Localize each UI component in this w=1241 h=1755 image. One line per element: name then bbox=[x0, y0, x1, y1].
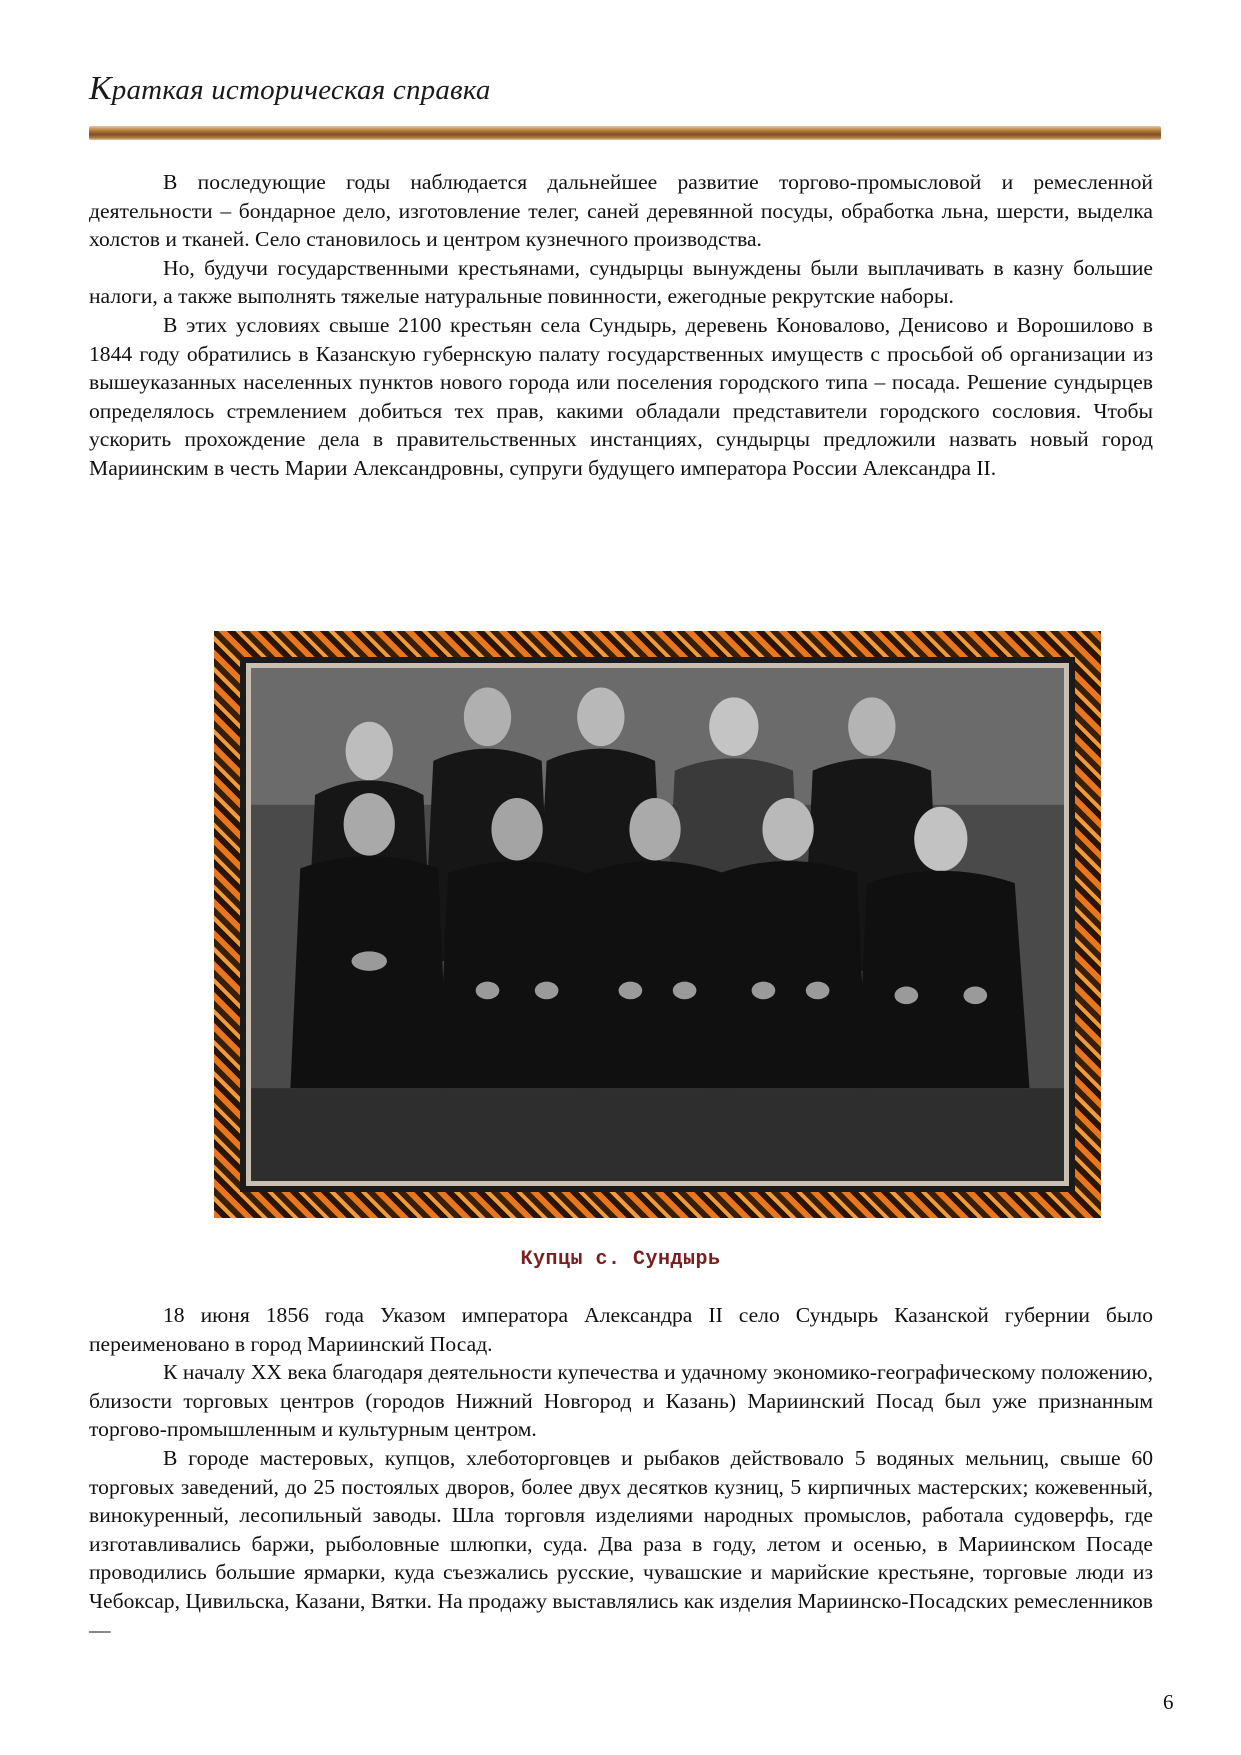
group-portrait-illustration bbox=[251, 668, 1064, 1181]
paragraph: В последующие годы наблюдается дальнейшее развитие торгово-промысловой и ремесленной деятельности – бондарное дело, изготовление телег, саней деревянной посуды, обработка льна, шерсти, выделка холстов и тканей. Село становилось и центром кузнечного производства. bbox=[89, 170, 1153, 252]
paragraph: К началу XX века благодаря деятельности купечества и удачному экономико-географическому положению, близости торговых центров (городов Нижний Новгород и Казань) Мариинский Посад был уже признанным торгово-промышленным и культурным центром. bbox=[89, 1360, 1153, 1442]
header-divider bbox=[89, 126, 1161, 140]
header-title-rest: раткая историческая справка bbox=[111, 74, 491, 106]
header-title-initial: К bbox=[89, 70, 112, 107]
text-block-top bbox=[89, 168, 1153, 483]
paragraph: 18 июня 1856 года Указом императора Александра II село Сундырь Казанской губернии было переименовано в город Мариинский Посад. bbox=[89, 1303, 1153, 1356]
paragraph: В этих условиях свыше 2100 крестьян села Сундырь, деревень Коновалово, Денисово и Ворошилово в 1844 году обратились в Казанскую губернскую палату государственных имуществ с просьбой об организации из вышеуказанных населенных пунктов нового города или поселения городского типа – посада. Решение сундырцев определялось стремлением добиться тех прав, какими обладали представители городского сословия. Чтобы ускорить прохождение дела в правительственных инстанциях, сундырцы предложили назвать новый город Мариинским в честь Марии Александровны, супруги будущего императора России Александра II. bbox=[89, 312, 1153, 480]
page-number: 6 bbox=[1163, 1690, 1174, 1714]
historical-group-photo bbox=[246, 663, 1069, 1186]
paragraph: Но, будучи государственными крестьянами, сундырцы вынуждены были выплачивать в казну большие налоги, а также выполнять тяжелые натуральные повинности, ежегодные рекрутские наборы. bbox=[89, 255, 1153, 309]
page-header-title bbox=[89, 70, 491, 108]
photo-frame bbox=[214, 631, 1101, 1218]
text-block-bottom bbox=[89, 1301, 1153, 1644]
photo-caption: Купцы с. Сундырь bbox=[520, 1248, 721, 1271]
paragraph: В городе мастеровых, купцов, хлеботорговцев и рыбаков действовало 5 водяных мельниц, свыше 60 торговых заведений, до 25 постоялых дворов, более двух десятков кузниц, 5 кирпичных мастерских; кожевенный, винокуренный, лесопильный заводы. Шла торговля изделиями народных промыслов, работала судоверфь, где изготавливались баржи, рыболовные шлюпки, суда. Два раза в году, летом и осенью, в Мариинском Посаде проводились большие ярмарки, куда съезжались русские, чувашские и марийские крестьяне, торговые люди из Чебоксар, Цивильска, Казани, Вятки. На продажу выставлялись как изделия Мариинско-Посадских ремесленников — bbox=[89, 1445, 1153, 1642]
